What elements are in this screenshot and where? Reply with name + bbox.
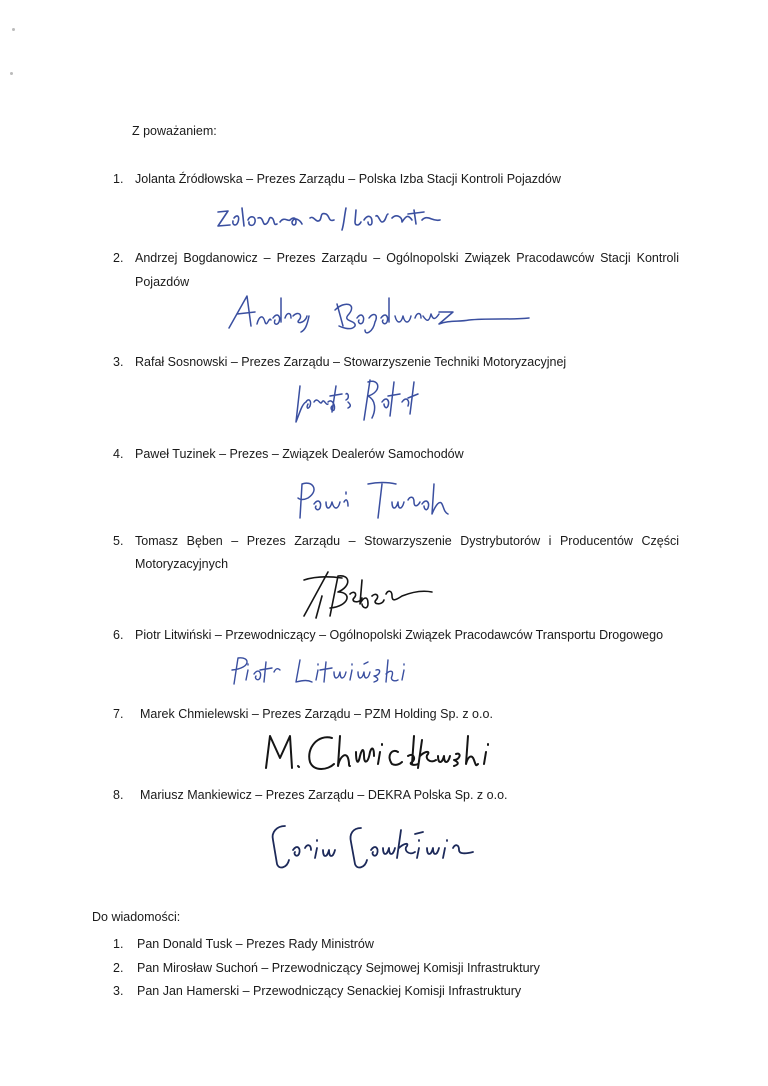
- list-number: 3.: [113, 984, 124, 998]
- signatory-text-cont: Motoryzacyjnych: [135, 557, 229, 571]
- signature-image: [228, 652, 418, 688]
- list-number: 8.: [113, 788, 124, 802]
- signature-image: [265, 820, 485, 876]
- scan-speck: [12, 28, 15, 31]
- list-number: 4.: [113, 447, 124, 461]
- list-number: 6.: [113, 628, 124, 642]
- signatory-text: Jolanta Źródłowska – Prezes Zarządu – Polska Izba Stacji Kontroli Pojazdów: [135, 172, 561, 186]
- signature-image: [210, 196, 500, 236]
- signatory-text: Rafał Sosnowski – Prezes Zarządu – Stowarzyszenie Techniki Motoryzacyjnej: [135, 355, 567, 369]
- signatory-text: Mariusz Mankiewicz – Prezes Zarządu – DEKRA Polska Sp. z o.o.: [140, 788, 508, 802]
- scan-speck: [10, 72, 13, 75]
- closing-salutation: Z poważaniem:: [132, 124, 217, 138]
- signatory-text: Paweł Tuzinek – Prezes – Związek Dealerów Samochodów: [135, 447, 464, 461]
- signature-image: [225, 288, 555, 340]
- signature-image: [292, 474, 462, 524]
- signatory-text: Tomasz Bęben – Prezes Zarządu – Stowarzyszenie Dystrybutorów i Producentów Części: [135, 534, 679, 548]
- signatory-text: Andrzej Bogdanowicz – Prezes Zarządu – Ogólnopolski Związek Pracodawców Stacji Kontroli: [135, 251, 679, 265]
- signatory-text: Marek Chmielewski – Prezes Zarządu – PZM Holding Sp. z o.o.: [140, 707, 493, 721]
- signatory-text: Piotr Litwiński – Przewodniczący – Ogólnopolski Związek Pracodawców Transportu Drogowego: [135, 628, 664, 642]
- list-number: 2.: [113, 251, 124, 265]
- list-number: 1.: [113, 172, 124, 186]
- cc-heading: Do wiadomości:: [92, 910, 181, 924]
- cc-item-text: Pan Mirosław Suchoń – Przewodniczący Sejmowej Komisji Infrastruktury: [137, 961, 540, 975]
- list-number: 7.: [113, 707, 124, 721]
- list-number: 1.: [113, 937, 124, 951]
- signatory-text-cont: Pojazdów: [135, 275, 190, 289]
- list-number: 2.: [113, 961, 124, 975]
- cc-item-text: Pan Donald Tusk – Prezes Rady Ministrów: [137, 937, 374, 951]
- list-number: 3.: [113, 355, 124, 369]
- cc-item-text: Pan Jan Hamerski – Przewodniczący Senackiej Komisji Infrastruktury: [137, 984, 522, 998]
- list-number: 5.: [113, 534, 124, 548]
- signature-image: [290, 372, 440, 432]
- signature-image: [298, 566, 438, 624]
- signature-image: [262, 728, 492, 778]
